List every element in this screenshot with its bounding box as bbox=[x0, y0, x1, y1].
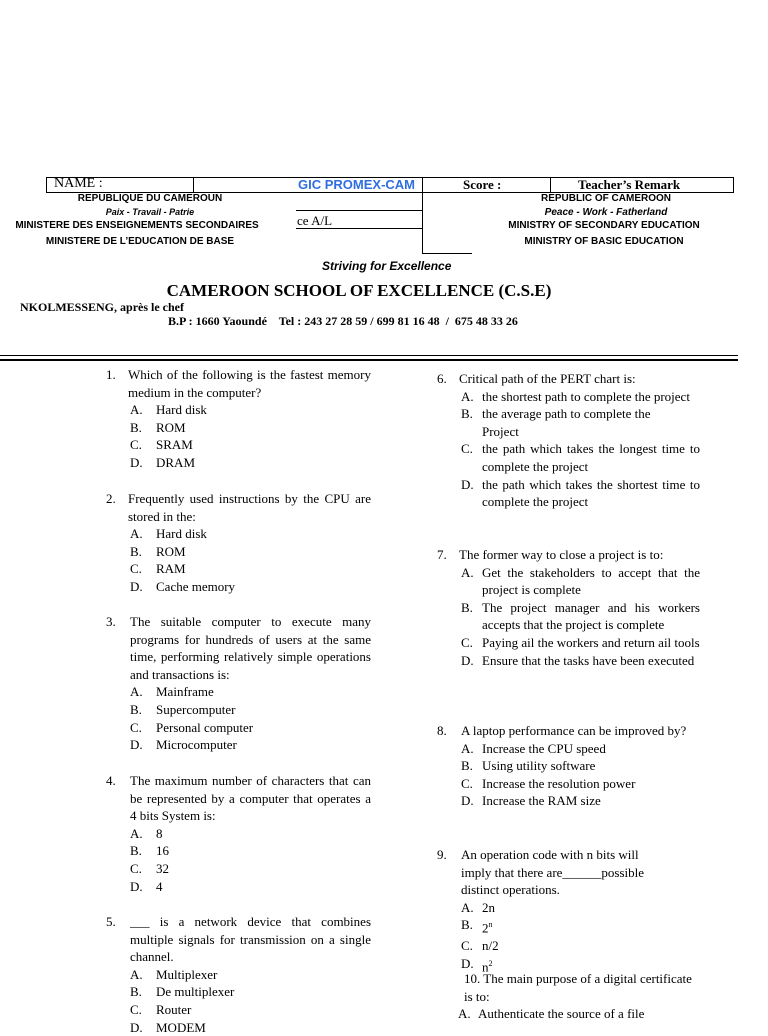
question-7 bbox=[437, 546, 700, 669]
question-3 bbox=[106, 613, 371, 754]
question-number: 1. bbox=[106, 367, 116, 382]
header-class-line bbox=[422, 253, 472, 254]
question-text: The former way to close a project is to: bbox=[459, 547, 664, 562]
option: A. Authenticate the source of a file bbox=[458, 1006, 645, 1022]
option: B. 2$^n$ bbox=[461, 917, 493, 936]
option: D. 4 bbox=[130, 878, 163, 894]
question-number: 6. bbox=[437, 371, 447, 386]
option: D. Increase the RAM size bbox=[461, 793, 601, 809]
options-list bbox=[461, 899, 700, 976]
question-text: Frequently used instructions by the CPU are stored in the: bbox=[128, 491, 371, 524]
option: D. DRAM bbox=[130, 454, 196, 470]
slogan: Striving for Excellence bbox=[322, 259, 452, 273]
option: C. SRAM bbox=[130, 437, 193, 453]
options-list bbox=[130, 683, 371, 753]
options-list bbox=[458, 1005, 700, 1023]
right-admin-line: MINISTRY OF BASIC EDUCATION bbox=[524, 236, 684, 247]
separator-line bbox=[0, 359, 738, 361]
question-text: The suitable computer to execute many programs for hundreds of users at the same time, performing relatively simple operations and transactions is: bbox=[130, 614, 371, 682]
option: B. Using utility software bbox=[461, 758, 596, 774]
option: B. De multiplexer bbox=[130, 984, 235, 1000]
header-class-line bbox=[296, 210, 422, 211]
question-number: 3. bbox=[106, 614, 116, 629]
option: A. 2n bbox=[461, 899, 495, 915]
option: B. the average path to complete the Project bbox=[461, 406, 651, 439]
header-divider bbox=[422, 177, 423, 253]
options-list bbox=[461, 740, 700, 810]
question-text: A laptop performance can be improved by? bbox=[461, 723, 687, 738]
option: C. Personal computer bbox=[130, 719, 254, 735]
question-text: Critical path of the PERT chart is: bbox=[459, 371, 636, 386]
question-2 bbox=[106, 490, 371, 596]
option: A. Mainframe bbox=[130, 684, 214, 700]
options-list bbox=[461, 564, 700, 670]
question-6 bbox=[437, 370, 700, 511]
option: C. 32 bbox=[130, 860, 169, 876]
class-fragment: ce A/L bbox=[297, 213, 333, 228]
question-number: 7. bbox=[437, 547, 447, 562]
option: A. the shortest path to complete the project bbox=[461, 388, 690, 404]
option: B. 16 bbox=[130, 843, 169, 859]
school-contact: B.P : 1660 Yaoundé Tel : 243 27 28 59 / 699 81 16 48 / 675 48 33 26 bbox=[168, 314, 518, 328]
separator-line bbox=[0, 355, 738, 356]
header-divider bbox=[733, 177, 734, 192]
option: D. Cache memory bbox=[130, 578, 236, 594]
question-number: 4. bbox=[106, 773, 116, 788]
options-list bbox=[130, 825, 371, 895]
option: B. The project manager and his workers accepts that the project is complete bbox=[461, 599, 700, 633]
option: C. RAM bbox=[130, 561, 186, 577]
question-number: 8. bbox=[437, 723, 447, 738]
question-10 bbox=[458, 970, 700, 1023]
score-label: Score : bbox=[463, 177, 502, 192]
teacher-remark-label: Teacher’s Remark bbox=[578, 177, 681, 192]
option: D. $n^2$ bbox=[461, 955, 493, 975]
option: A. Get the stakeholders to accept that the project is complete bbox=[461, 564, 700, 598]
question-5 bbox=[106, 913, 371, 1036]
option: C. n/2 bbox=[461, 938, 499, 954]
left-admin-line: MINISTERE DES ENSEIGNEMENTS SECONDAIRES bbox=[15, 220, 259, 231]
option: C. the path which takes the longest time to complete the project bbox=[461, 441, 700, 474]
option: A. Hard disk bbox=[130, 526, 207, 542]
option: D. MODEM bbox=[130, 1019, 206, 1035]
right-admin-line: MINISTRY OF SECONDARY EDUCATION bbox=[508, 220, 700, 231]
question-text: Which of the following is the fastest memory medium in the computer? bbox=[128, 367, 371, 400]
header-divider bbox=[550, 177, 551, 192]
option: D. the path which takes the shortest time to complete the project bbox=[461, 476, 700, 510]
gic-label: GIC PROMEX-CAM bbox=[298, 177, 415, 192]
question-text: The maximum number of characters that can be represented by a computer that operates a 4 bits System is: bbox=[130, 773, 371, 824]
school-location: NKOLMESSENG, après le chef bbox=[20, 300, 184, 314]
option: C. Router bbox=[130, 1001, 192, 1017]
question-text: 10. The main purpose of a digital certificate is to: bbox=[464, 971, 692, 1004]
question-text: An operation code with n bits will imply that there are______possible distinct operations. bbox=[461, 847, 645, 898]
options-list bbox=[461, 388, 700, 511]
option: D. Microcomputer bbox=[130, 737, 237, 753]
options-list bbox=[130, 401, 371, 471]
header-divider bbox=[46, 177, 47, 192]
option: A. Multiplexer bbox=[130, 966, 218, 982]
option: B. ROM bbox=[130, 543, 186, 559]
options-list bbox=[130, 966, 371, 1036]
option: A. Hard disk bbox=[130, 402, 207, 418]
question-4 bbox=[106, 772, 371, 895]
name-label: NAME : bbox=[54, 176, 103, 191]
question-number: 9. bbox=[437, 847, 447, 862]
question-9 bbox=[437, 846, 700, 976]
option: B. Supercomputer bbox=[130, 701, 236, 717]
option: B. ROM bbox=[130, 419, 186, 435]
school-title: CAMEROON SCHOOL OF EXCELLENCE (C.S.E) bbox=[166, 281, 552, 300]
header-divider bbox=[193, 177, 194, 192]
question-text: ___ is a network device that combines multiple signals for transmission on a single channel. bbox=[130, 914, 371, 965]
left-admin-line: MINISTERE DE L’EDUCATION DE BASE bbox=[45, 236, 235, 247]
right-admin-line: REPUBLIC OF CAMEROON bbox=[541, 193, 671, 204]
question-8 bbox=[437, 722, 700, 810]
option: A. Increase the CPU speed bbox=[461, 740, 606, 756]
question-number: 5. bbox=[106, 914, 116, 929]
blank: ___ bbox=[130, 914, 150, 929]
left-admin-line: REPUBLIQUE DU CAMEROUN bbox=[77, 193, 223, 204]
right-admin-motto: Peace - Work - Fatherland bbox=[544, 207, 668, 218]
option: D. Ensure that the tasks have been executed bbox=[461, 652, 695, 668]
question-number: 2. bbox=[106, 491, 116, 506]
left-admin-motto: Paix - Travail - Patrie bbox=[105, 207, 195, 217]
options-list bbox=[130, 525, 371, 595]
option: C. Increase the resolution power bbox=[461, 775, 636, 791]
option: C. Paying ail the workers and return ail tools bbox=[461, 634, 700, 650]
question-1 bbox=[106, 366, 371, 472]
option: A. 8 bbox=[130, 825, 163, 841]
